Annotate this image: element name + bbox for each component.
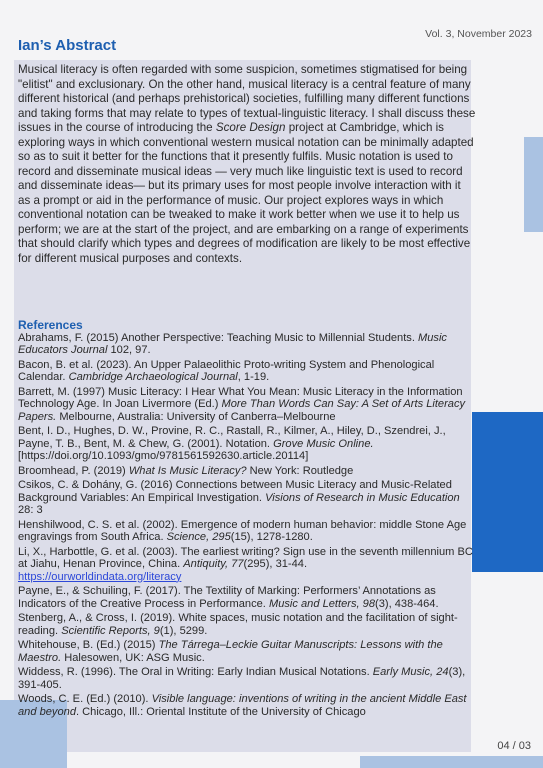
- reference-item: Bacon, B. et al. (2023). An Upper Palaeolithic Proto-writing System and Phenological Calendar. Cambridge Archaeological Journal, 1-19.: [18, 359, 435, 384]
- reference-item: Widdess, R. (1996). The Oral in Writing: Early Indian Musical Notations. Early Music, 24(3), 391-405.: [18, 666, 466, 691]
- decorative-block: [472, 412, 543, 572]
- reference-item: Payne, E., & Schuiling, F. (2017). The Textility of Marking: Performers’ Annotations as Indicators of the Creative Process in Performance. Music and Letters, 98(3), 438-464.: [18, 585, 439, 610]
- page-title: Ian’s Abstract: [18, 37, 117, 54]
- reference-link[interactable]: https://ourworldindata.org/literacy: [18, 570, 182, 583]
- reference-item: Li, X., Harbottle, G. et al. (2003). The earliest writing? Sign use in the seventh millennium BC at Jiahu, Henan Province, China. Antiquity, 77(295), 31-44. https://ourworldindata.org/literacy: [18, 545, 473, 583]
- reference-item: Abrahams, F. (2015) Another Perspective: Teaching Music to Millennial Students. Music Educators Journal 102, 97.: [18, 332, 447, 357]
- reference-item: Csikos, C. & Dohány, G. (2016) Connections between Music Literacy and Music-Related Background Variables: An Empirical Investigation. Visions of Research in Music Education 28: 3: [18, 479, 460, 517]
- reference-item: Bent, I. D., Hughes, D. W., Provine, R. C., Rastall, R., Kilmer, A., Hiley, D., Szendrei, J., Payne, T. B., Bent, M. & Chew, G. (2001). Notation. Grove Music Online. [https://doi.org/10.1093/gmo/9781561592630.article.20114]: [18, 425, 446, 463]
- abstract-part: project at Cambridge, which is exploring ways in which conventional western musical notation can be minimally adapted so as to suit it better for the functions that it presently fulfils. Music notation is used to record and disseminate musical ideas — very much like linguistic text is used to record and disseminate ideas— but its primary uses for most people involve interaction with it as a prompt or aid in the performance of music. Our project explores ways in which conventional notation can be tweaked to make it work better when we use it to help us perform; we are at the start of the project, and are embarking on a range of experiments that should clarify which types and degrees of modification are likely to be most effective for different musical purposes and contexts.: [18, 121, 474, 265]
- page-number: 04 / 03: [497, 740, 531, 752]
- reference-item: Woods, C. E. (Ed.) (2010). Visible language: inventions of writing in the ancient Middle East and beyond. Chicago, Ill.: Oriental Institute of the University of Chicago: [18, 693, 467, 718]
- reference-item: Whitehouse, B. (Ed.) (2015) The Tárrega–Leckie Guitar Manuscripts: Lessons with the Maestro. Halesowen, UK: ASG Music.: [18, 639, 443, 664]
- reference-item: Stenberg, A., & Cross, I. (2019). White spaces, music notation and the facilitation of sight-reading. Scientific Reports, 9(1), 5299.: [18, 612, 458, 637]
- references-heading: References: [18, 318, 83, 332]
- abstract-emphasis: Score Design: [215, 121, 286, 134]
- abstract-part: Musical literacy is often regarded with some suspicion, sometimes stigmatised for being "elitist" and exclusionary. On the other hand, musical literacy is a central feature of many different historical (and perhaps prehistorical) societies, fulfilling many different functions and taking forms that may relate to types of textual-linguistic literacy. I shall discuss these issues in the course of introducing the: [18, 63, 476, 134]
- references-list: [18, 332, 476, 720]
- volume-label: Vol. 3, November 2023: [425, 28, 532, 40]
- decorative-bar: [360, 756, 543, 768]
- abstract-text: [18, 63, 476, 266]
- decorative-block: [524, 137, 543, 232]
- reference-item: Henshilwood, C. S. et al. (2002). Emergence of modern human behavior: middle Stone Age engravings from South Africa. Science, 295(15), 1278-1280.: [18, 518, 467, 544]
- reference-item: Broomhead, P. (2019) What Is Music Literacy? New York: Routledge: [18, 464, 354, 477]
- reference-item: Barrett, M. (1997) Music Literacy: I Hear What You Mean: Music Literacy in the Information Technology Age. In Joan Livermore (Ed.) More Than Words Can Say: A Set of Arts Literacy Papers. Melbourne, Australia: University of Canberra–Melbourne: [18, 386, 466, 423]
